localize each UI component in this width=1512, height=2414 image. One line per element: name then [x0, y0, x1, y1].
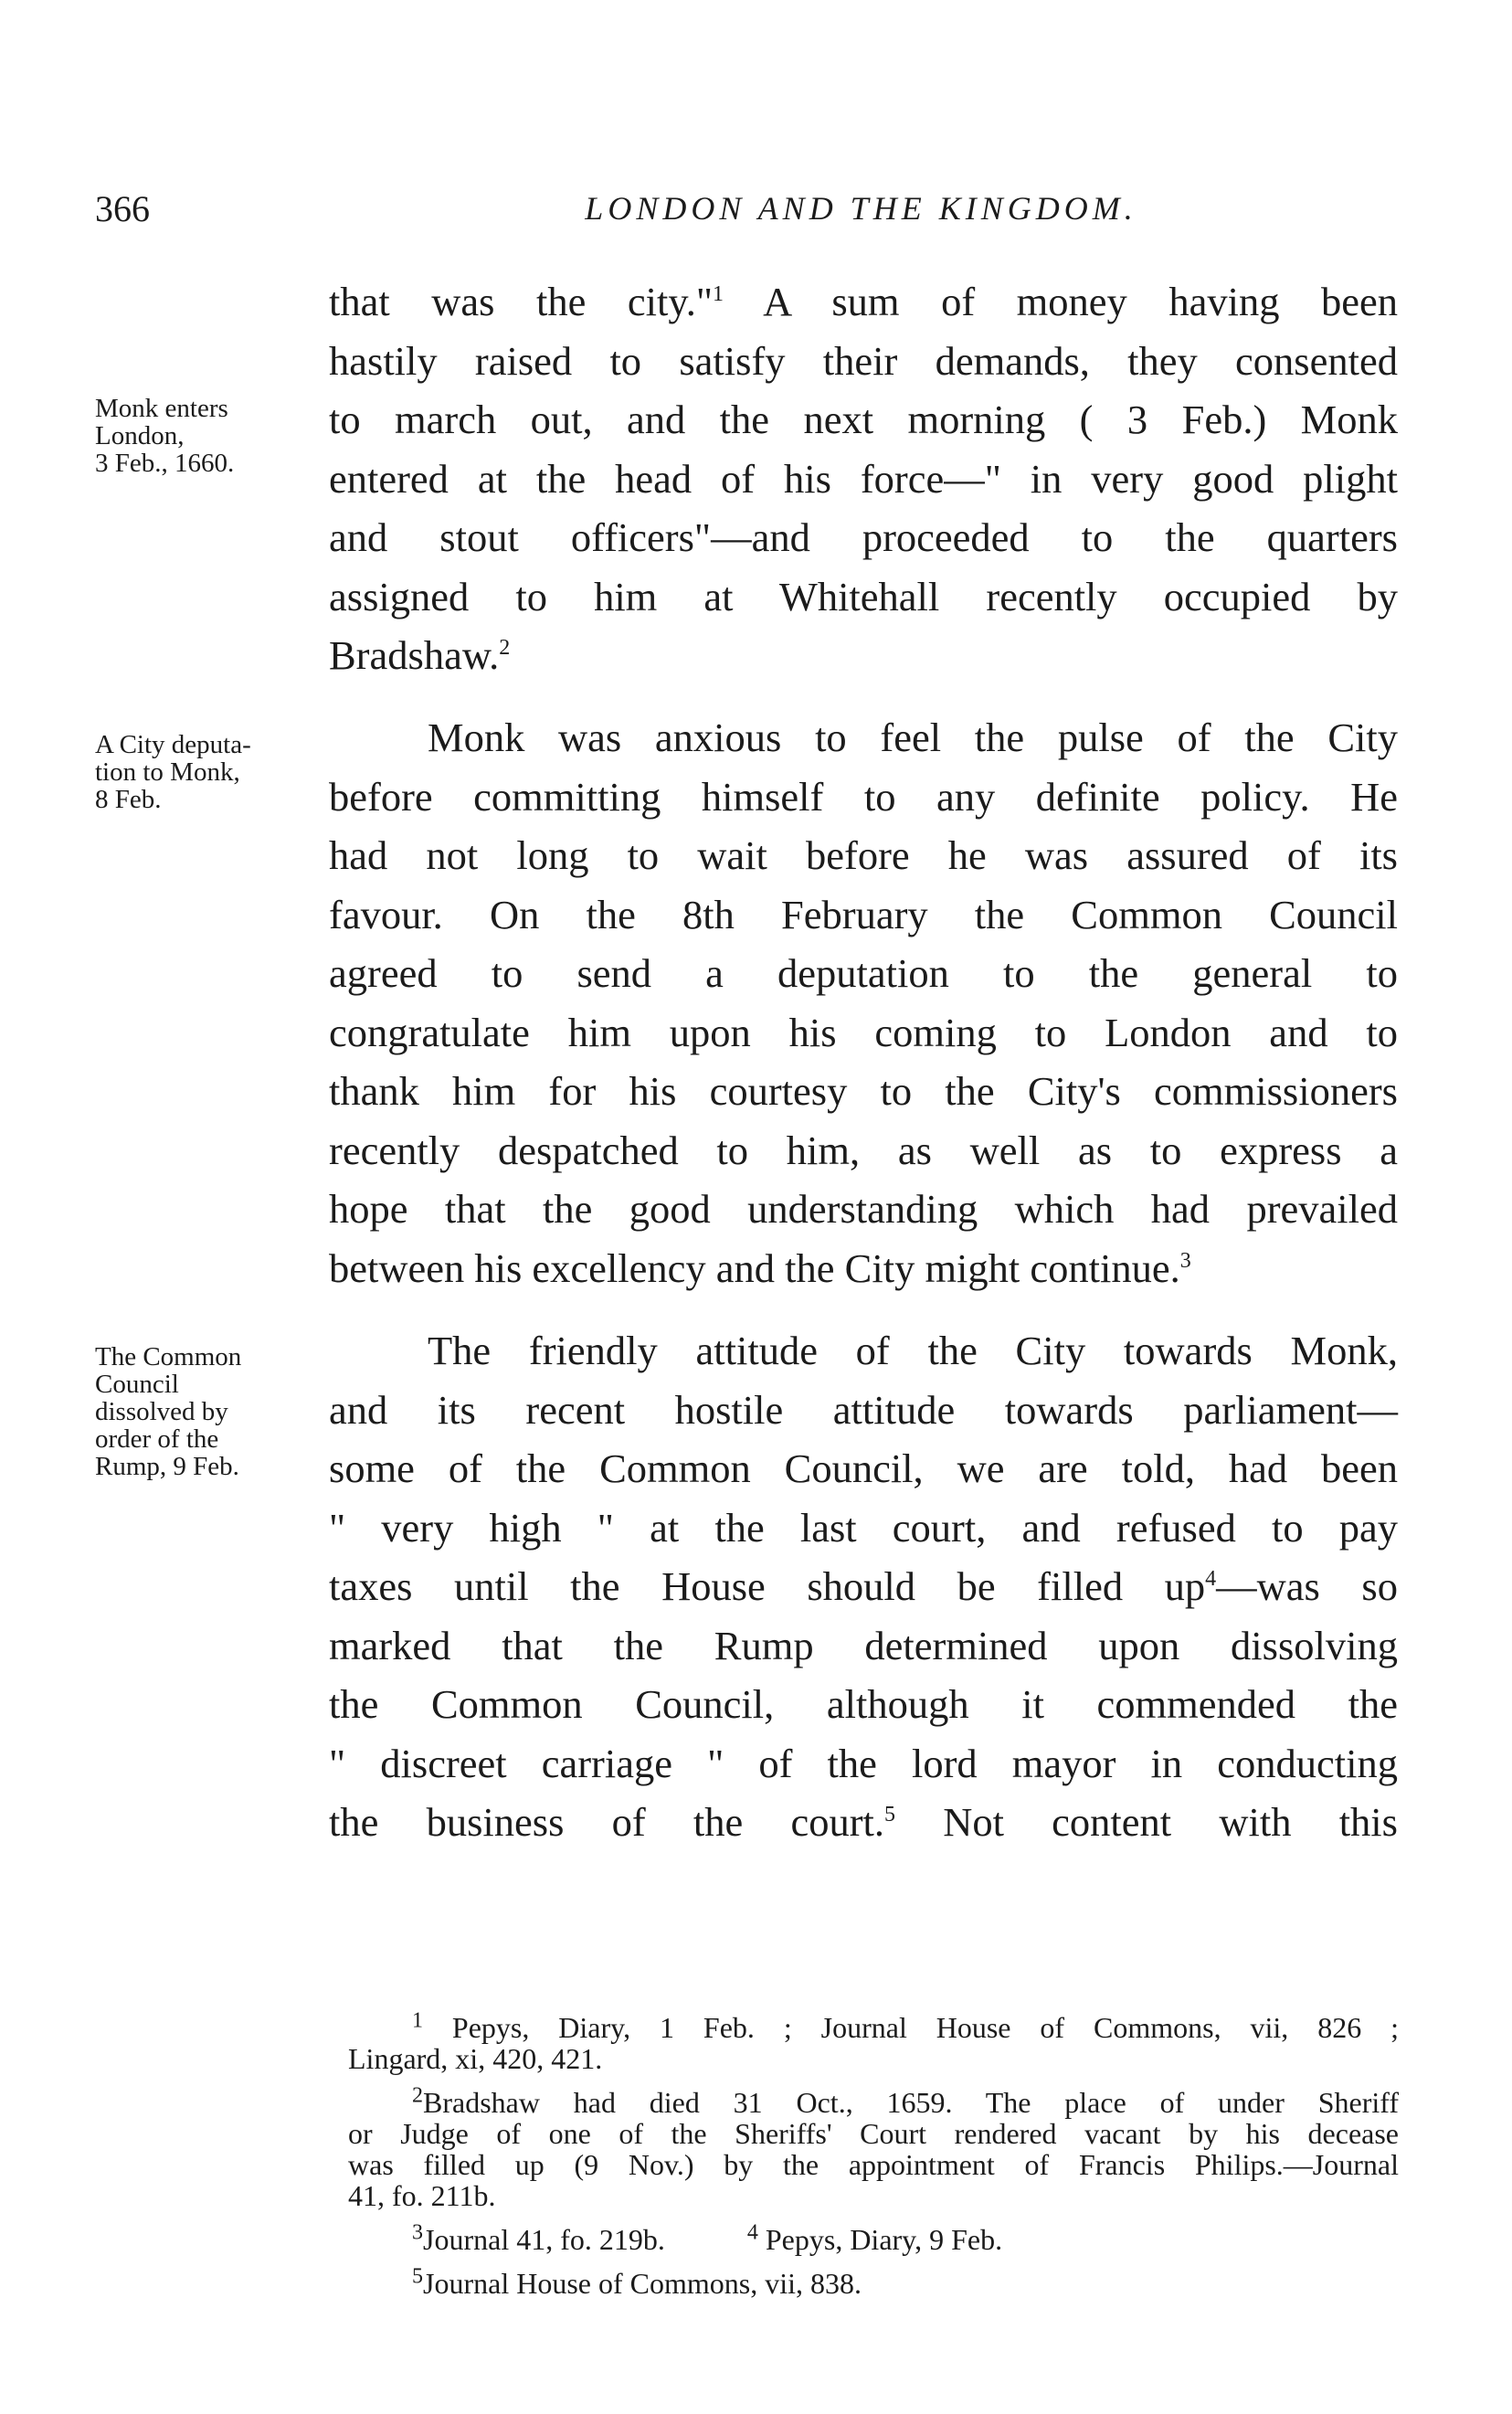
text-line: The friendly attitude of the City towards Monk,	[428, 1328, 1398, 1373]
paragraph-3	[329, 1321, 1398, 1852]
text-line: thank him for his courtesy to the City's commissioners	[329, 1068, 1398, 1114]
text-line: recently despatched to him, as well as to express a	[329, 1127, 1398, 1173]
paragraph-2	[329, 708, 1398, 1297]
footnote-5: $^5$Journal House of Commons, vii, 838.	[412, 2264, 862, 2300]
text-line: Monk was anxious to feel the pulse of the City	[428, 715, 1398, 760]
footnote-4: $^4$ Pepys, Diary, 9 Feb.	[746, 2220, 1003, 2256]
footnote-ref: 2	[499, 636, 511, 661]
margin-note-line: Council	[95, 1370, 179, 1399]
margin-note-line: Rump, 9 Feb.	[95, 1452, 239, 1481]
margin-note-line: 3 Feb., 1660.	[95, 449, 235, 478]
text-line: and stout officers"—and proceeded to the quarters	[329, 514, 1398, 560]
footnote-row-3-4	[348, 2220, 1399, 2256]
text-line: some of the Common Council, we are told, had been	[329, 1445, 1398, 1491]
text-line: entered at the head of his force—" in very good plight	[329, 455, 1398, 502]
footnotes	[348, 2008, 1400, 2312]
footnote-1	[348, 2008, 1400, 2075]
margin-note-line: The Common	[95, 1342, 242, 1371]
margin-note-line: tion to Monk,	[95, 757, 240, 787]
text-line: congratulate him upon his coming to London and to	[329, 1009, 1398, 1055]
footnote-mark: 5	[412, 2264, 423, 2289]
text-line: the business of the court.$^5$ Not content with this	[329, 1799, 1398, 1845]
margin-note-line: Monk enters	[95, 394, 228, 423]
footnote-ref: 3	[1179, 1248, 1191, 1273]
text-line: Bradshaw.$^2$	[329, 632, 511, 678]
margin-note-line: order of the	[95, 1424, 219, 1454]
text-line: taxes until the House should be filled $up^4—was$ so	[329, 1563, 1398, 1609]
text-line: had not long to wait before he was assured of its	[329, 832, 1398, 878]
text-line: that was the city."$^1$ A sum of money having been	[329, 279, 1398, 324]
text-line: marked that the Rump determined upon dissolving	[329, 1622, 1398, 1668]
footnote-line: was filled up (9 Nov.) by the appointment of Francis Philips.—Journal	[348, 2148, 1399, 2181]
text-line: between his excellency and the City might continue.$^3$	[329, 1244, 1191, 1291]
footnote-mark: 1	[412, 2008, 423, 2033]
running-head: LONDON AND THE KINGDOM.	[585, 190, 1137, 227]
text-line: before committing himself to any definite policy. He	[329, 773, 1398, 820]
footnote-ref: 4	[1205, 1567, 1217, 1592]
text-line: agreed to send a deputation to the general to	[329, 950, 1398, 996]
footnote-line: 41, fo. 211b.	[348, 2179, 496, 2212]
paragraph-1	[329, 272, 1398, 685]
margin-note-line: A City deputa-	[95, 730, 251, 759]
margin-note-line: dissolved by	[95, 1397, 228, 1426]
footnote-3: $^3$Journal 41, fo. 219b.	[412, 2220, 665, 2256]
margin-note-line: 8 Feb.	[95, 785, 162, 814]
footnote-ref: 1	[713, 282, 724, 307]
margin-note-city-deputation	[95, 731, 319, 813]
footnote-mark: 3	[412, 2220, 423, 2245]
text-line: hastily raised to satisfy their demands, they consented	[329, 337, 1398, 384]
text-line: " very high " at the last court, and refused to pay	[329, 1504, 1398, 1551]
text-line: and its recent hostile attitude towards parliament—	[329, 1386, 1398, 1433]
footnote-mark: 2	[412, 2083, 423, 2108]
footnote-ref: 5	[884, 1803, 896, 1827]
text-line: to march out, and the next morning ( 3 Feb.) Monk	[329, 397, 1398, 442]
text-line: hope that the good understanding which had prevailed	[329, 1186, 1398, 1232]
margin-note-line: London,	[95, 421, 185, 450]
margin-note-council-dissolved	[95, 1343, 319, 1480]
footnote-2	[348, 2083, 1399, 2212]
text-line: the Common Council, although it commended the	[329, 1681, 1398, 1727]
text-line: assigned to him at Whitehall recently occupied by	[329, 573, 1398, 619]
margin-note-monk-enters	[95, 395, 319, 477]
footnote-line: or Judge of one of the Sheriffs' Court rendered vacant by his decease	[348, 2117, 1399, 2150]
page-number: 366	[95, 188, 150, 229]
text-line: " discreet carriage " of the lord mayor in conducting	[329, 1740, 1398, 1786]
text-line: favour. On the 8th February the Common Council	[329, 891, 1398, 937]
footnote-mark: 4	[746, 2220, 758, 2245]
footnote-line: Lingard, xi, 420, 421.	[348, 2042, 603, 2075]
footnote-line: $^2$Bradshaw had died 31 Oct., 1659. The place of under Sheriff	[412, 2083, 1399, 2119]
footnote-line: $^1$ Pepys, Diary, 1 Feb. ; Journal House of Commons, vii, 826 ;	[412, 2008, 1400, 2044]
